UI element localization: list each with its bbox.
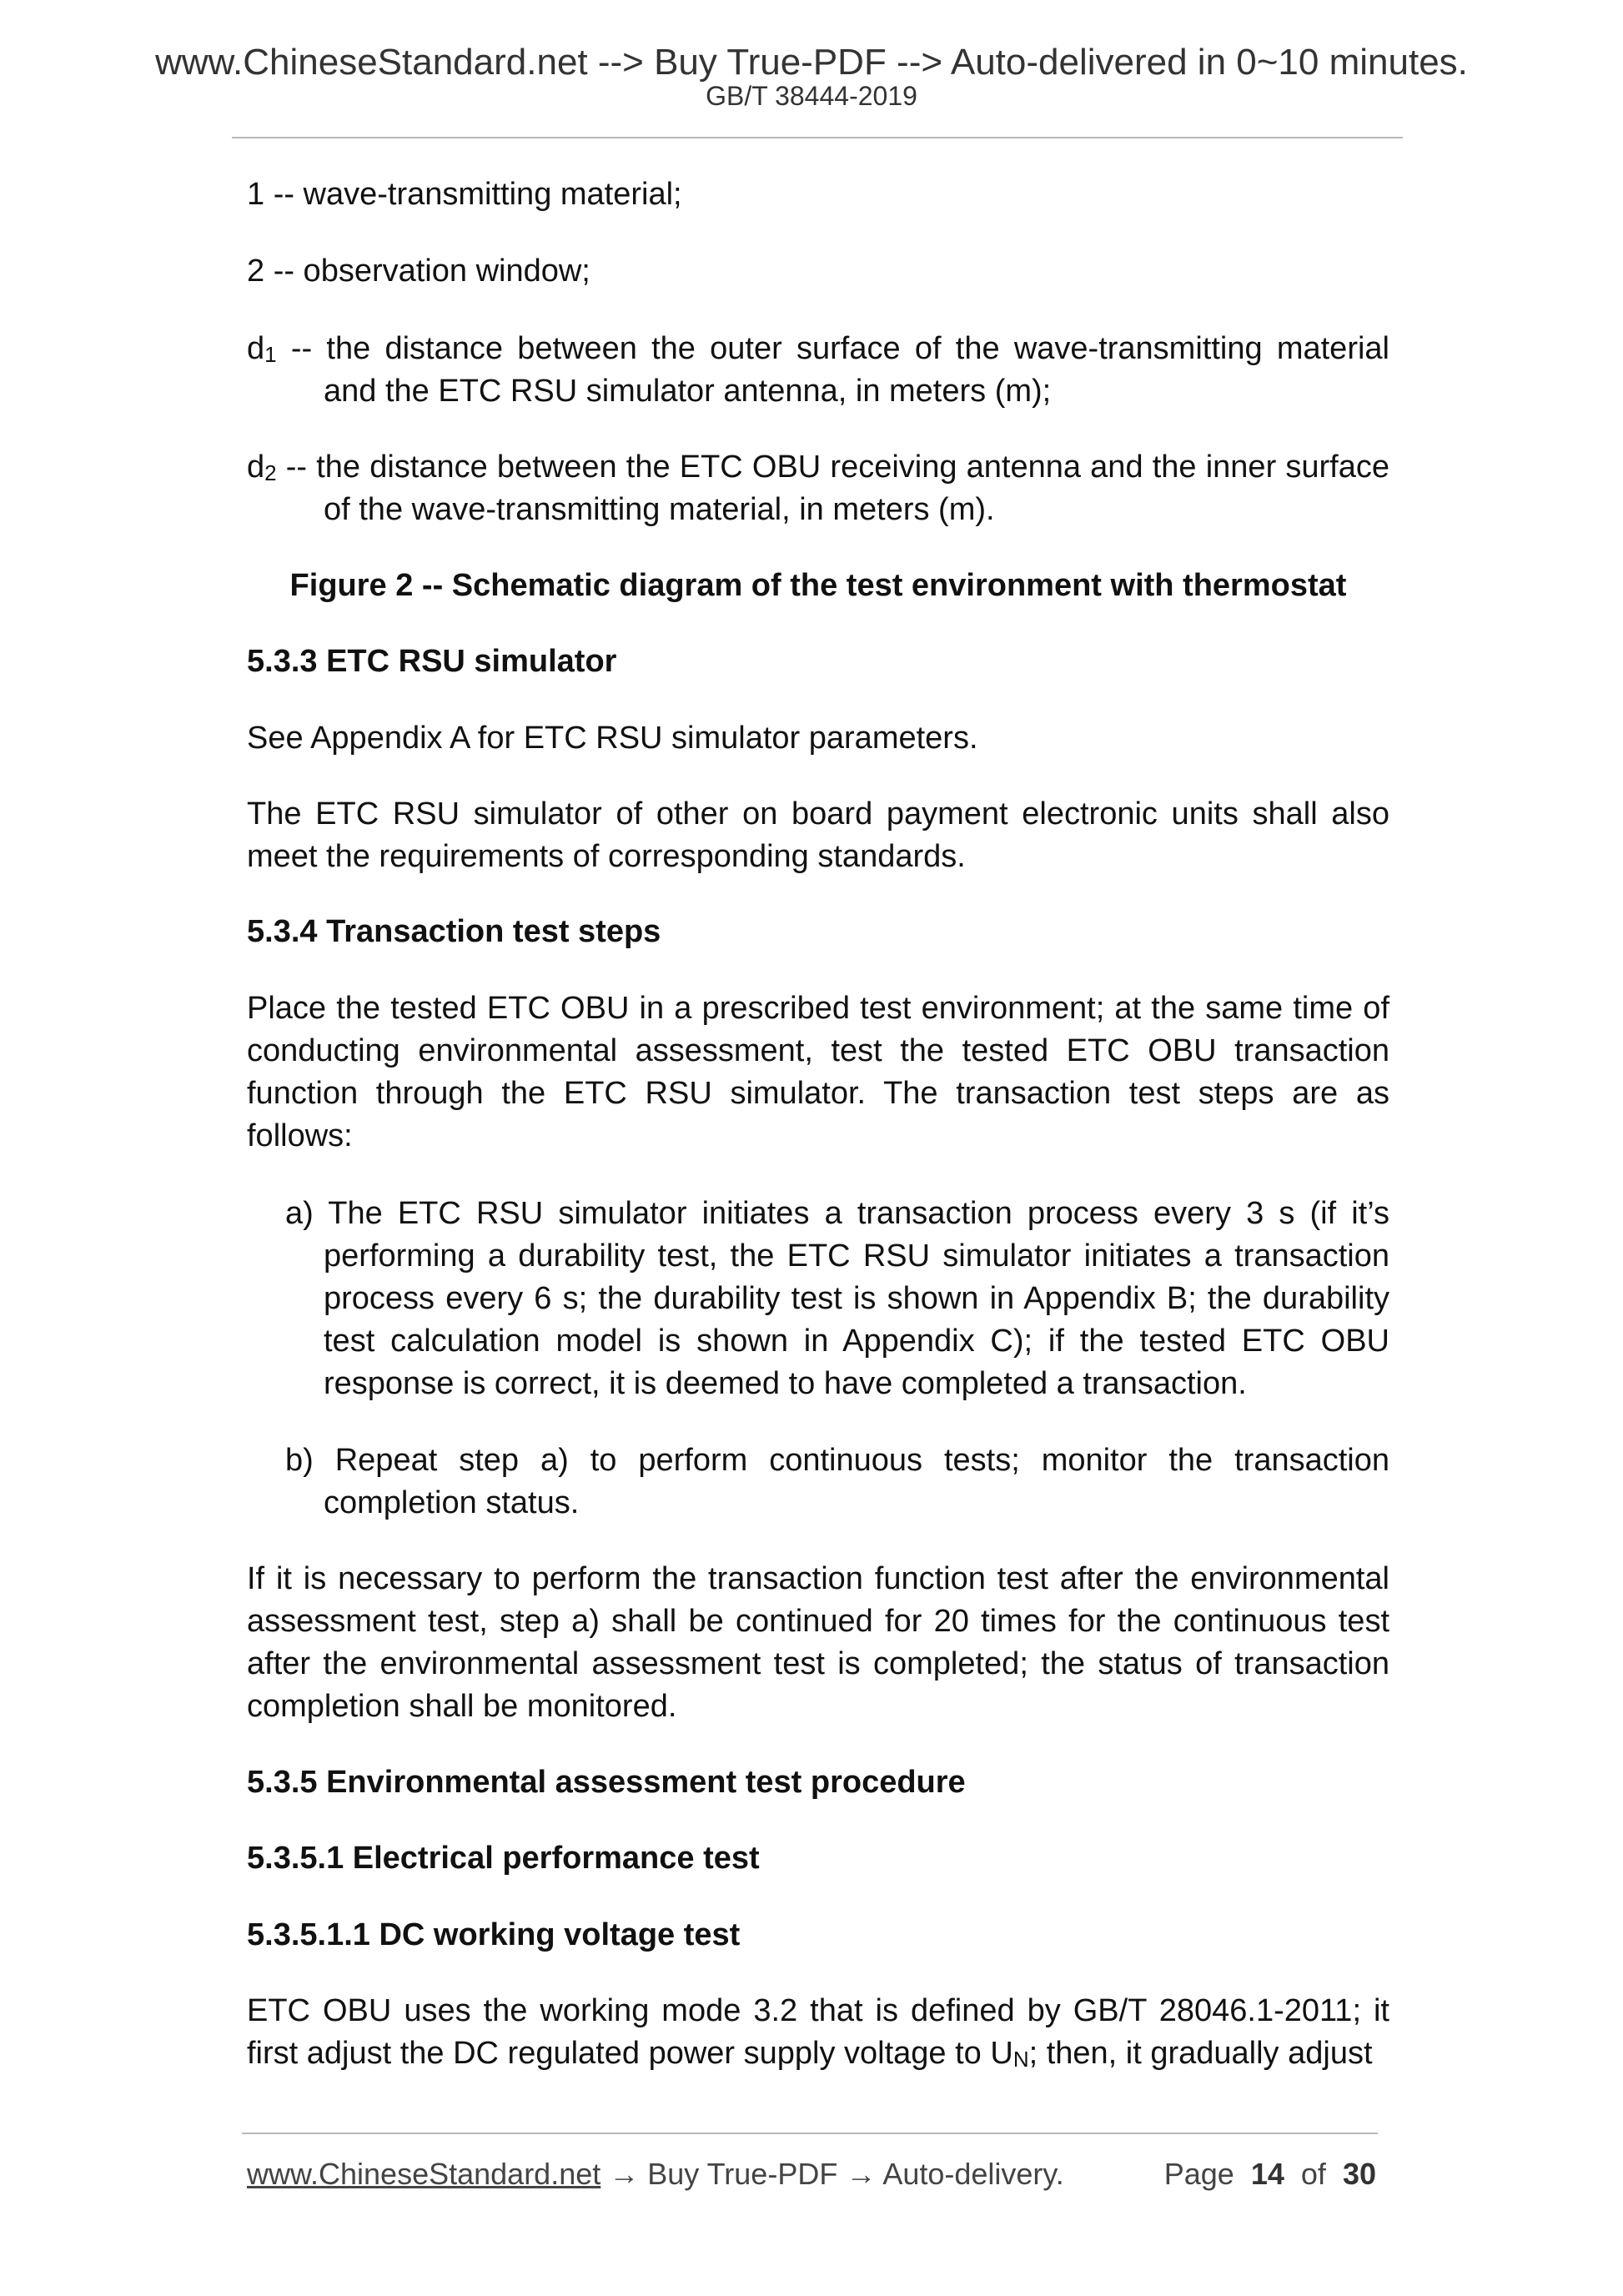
page-label: Page: [1163, 2157, 1234, 2191]
footer-site-link[interactable]: www.ChineseStandard.net: [247, 2157, 601, 2191]
d1-symbol: d: [247, 331, 265, 366]
dc-voltage-text-end: ; then, it gradually adjust: [1028, 2036, 1373, 2071]
legend-item-2: 2 -- observation window;: [247, 254, 590, 289]
header-divider: [232, 137, 1403, 138]
header-banner: www.ChineseStandard.net --> Buy True-PDF --> Auto-delivered in 0~10 minutes.: [155, 42, 1468, 83]
heading-5-3-5-1-1: 5.3.5.1.1 DC working voltage test: [247, 1917, 741, 1952]
footer-links: [247, 2156, 1064, 2193]
list-item-a: a) The ETC RSU simulator initiates a transaction process every 3 s (if it’s performing a durability test, the ETC RSU simulator initiates a transaction process every 6 s; the durability test is shown in Appendix B; the durability test calculation model is shown in Appendix C); if the tested ETC OBU response is correct, it is deemed to have completed a transaction.: [285, 1196, 1389, 1401]
page-current: 14: [1250, 2157, 1284, 2191]
footer-divider: [242, 2133, 1378, 2134]
un-subscript: N: [1012, 2047, 1029, 2072]
para-dc-voltage: [247, 1990, 1389, 2075]
heading-5-3-3: 5.3.3 ETC RSU simulator: [247, 644, 617, 679]
d2-subscript: 2: [264, 460, 277, 485]
heading-5-3-5: 5.3.5 Environmental assessment test procedure: [247, 1765, 966, 1800]
d2-description: -- the distance between the ETC OBU receiving antenna and the inner surface of the wave-transmitting material, in meters (m).: [276, 450, 1389, 527]
figure-caption: Figure 2 -- Schematic diagram of the test environment with thermostat: [289, 568, 1347, 603]
page-total: 30: [1342, 2157, 1376, 2191]
heading-5-3-4: 5.3.4 Transaction test steps: [247, 914, 661, 949]
dc-voltage-text-start: ETC OBU uses the working mode 3.2 that is defined by GB/T 28046.1-2011; it first adjust the DC regulated power supply voltage to U: [247, 1993, 1389, 2071]
heading-5-3-5-1: 5.3.5.1 Electrical performance test: [247, 1841, 760, 1876]
page-indicator: [1164, 2156, 1376, 2193]
para-transaction-intro: Place the tested ETC OBU in a prescribed test environment; at the same time of conducting environmental assessment, test the tested ETC OBU transaction function through the ETC RSU simulator. The transaction test steps are as follows:: [247, 991, 1389, 1153]
list-item-b: b) Repeat step a) to perform continuous tests; monitor the transaction completion status.: [285, 1443, 1389, 1520]
legend-item-1: 1 -- wave-transmitting material;: [247, 177, 682, 212]
d2-symbol: d: [247, 450, 265, 485]
para-other-units: The ETC RSU simulator of other on board payment electronic units shall also meet the requirements of corresponding standards.: [247, 796, 1389, 874]
legend-d2: [247, 446, 1389, 531]
footer-nav-text: → Buy True-PDF → Auto-delivery.: [600, 2157, 1064, 2191]
page-of: of: [1300, 2157, 1326, 2191]
para-after-assessment: If it is necessary to perform the transaction function test after the environmental assessment test, step a) shall be continued for 20 times for the continuous test after the environmental assessment test is completed; the status of transaction completion shall be monitored.: [247, 1561, 1389, 1724]
d1-subscript: 1: [264, 342, 277, 367]
standard-number: GB/T 38444-2019: [706, 81, 917, 111]
d1-description: -- the distance between the outer surface of the wave-transmitting material and the ETC RSU simulator antenna, in meters (m);: [276, 331, 1389, 409]
legend-d1: [247, 328, 1389, 413]
para-appendix-a: See Appendix A for ETC RSU simulator parameters.: [247, 721, 978, 756]
